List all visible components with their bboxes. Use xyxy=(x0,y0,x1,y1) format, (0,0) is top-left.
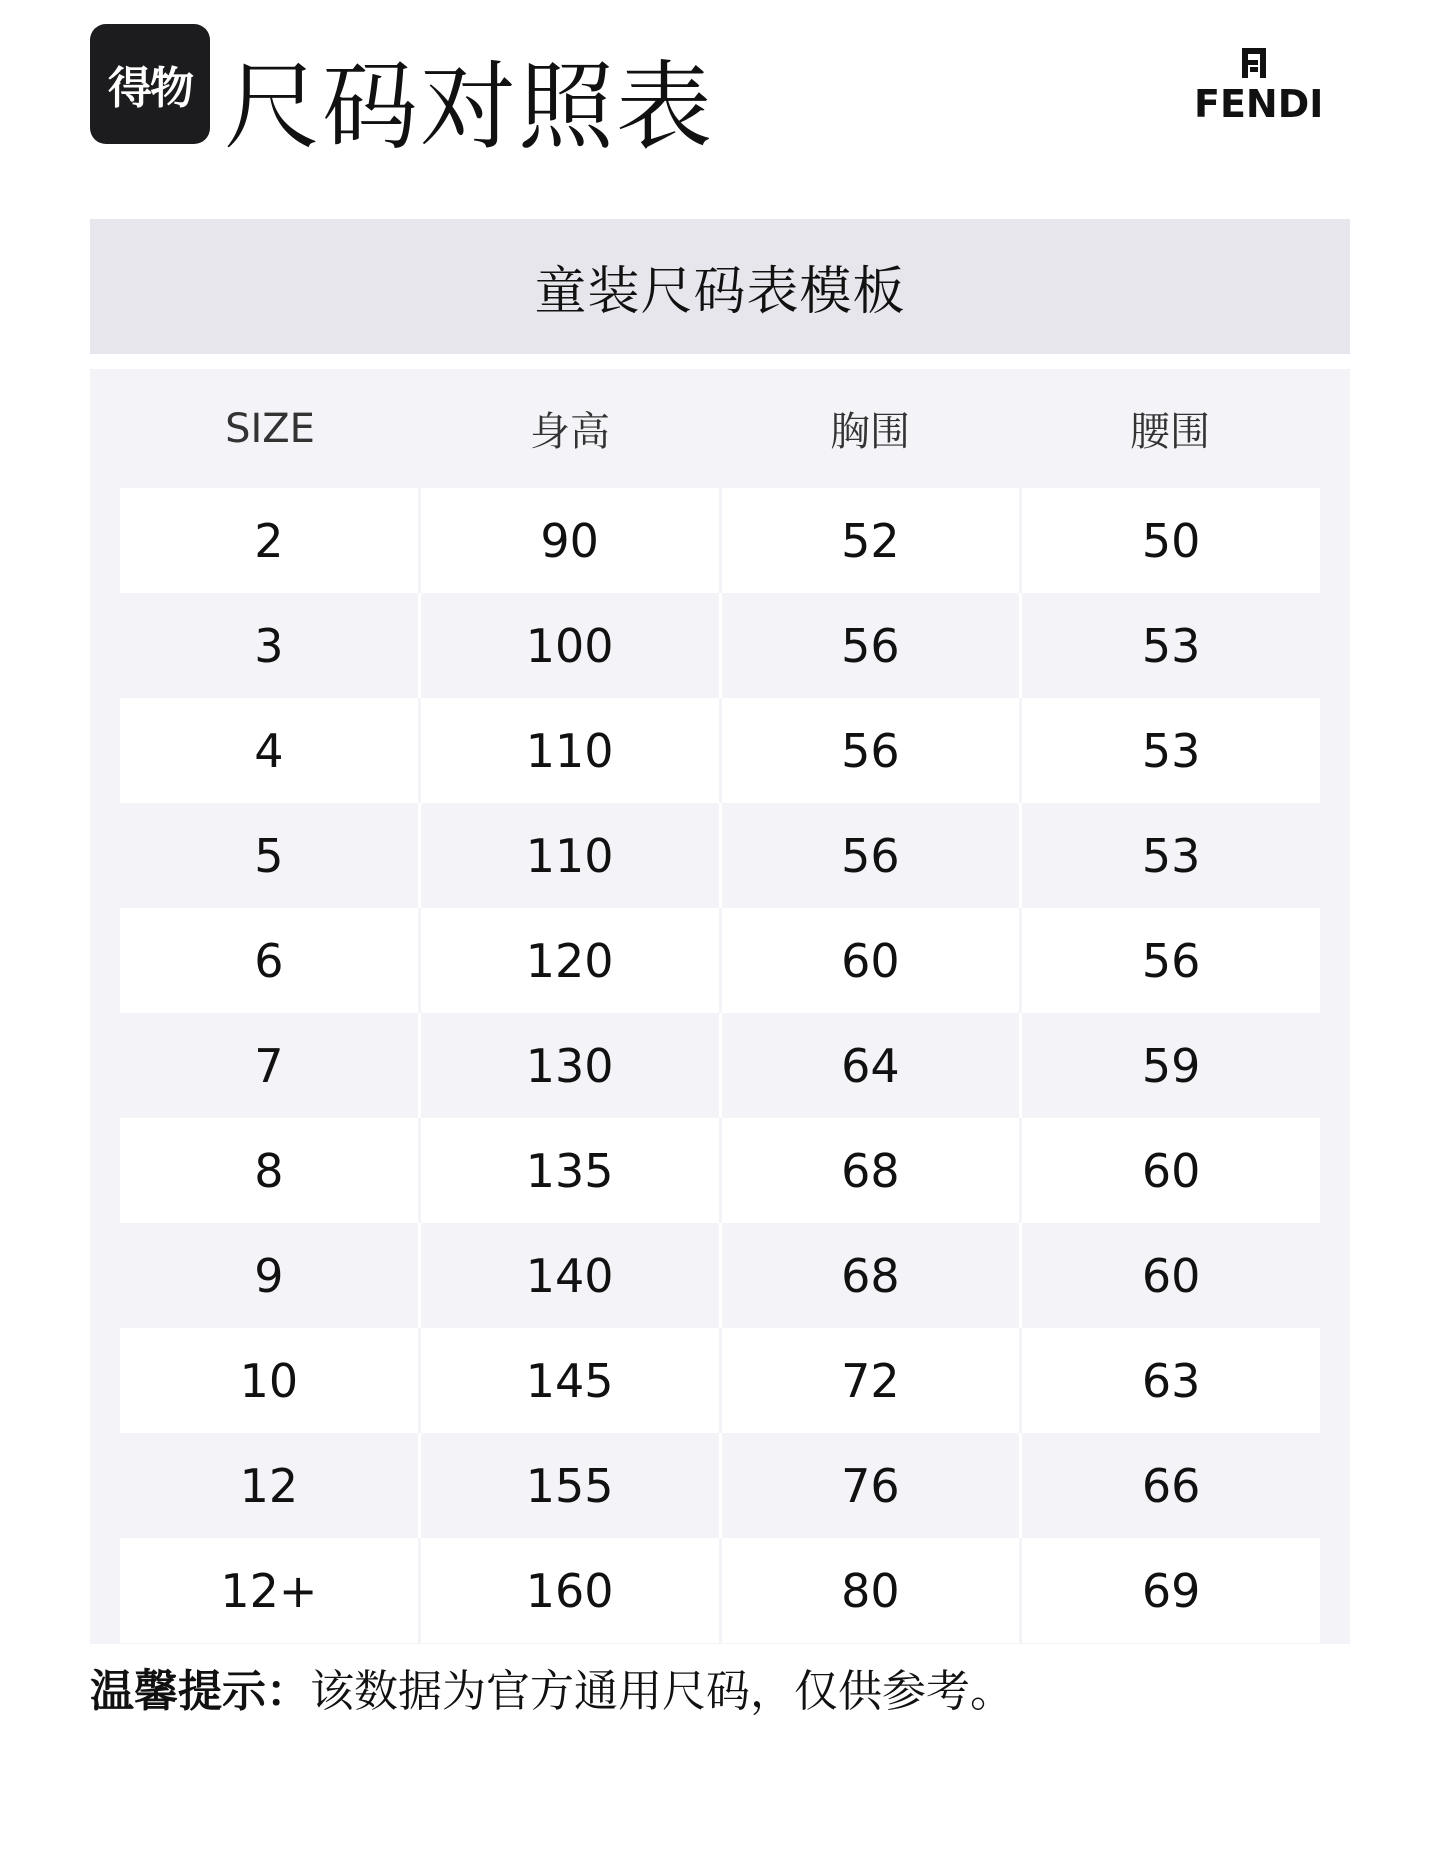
cell-chest: 80 xyxy=(719,1538,1020,1643)
cell-height: 140 xyxy=(418,1223,719,1328)
cell-chest: 56 xyxy=(719,803,1020,908)
column-header-size: SIZE xyxy=(225,405,315,452)
table-body xyxy=(120,488,1320,1643)
cell-height: 90 xyxy=(418,488,719,593)
cell-chest: 68 xyxy=(719,1223,1020,1328)
cell-waist: 53 xyxy=(1019,593,1320,698)
table-title-band xyxy=(90,219,1350,354)
cell-size: 12+ xyxy=(120,1538,418,1643)
cell-waist: 69 xyxy=(1019,1538,1320,1643)
cell-height: 110 xyxy=(418,803,719,908)
cell-size: 2 xyxy=(120,488,418,593)
cell-chest: 56 xyxy=(719,698,1020,803)
cell-chest: 68 xyxy=(719,1118,1020,1223)
column-header-chest: 胸围 xyxy=(830,409,910,455)
ff-monogram-icon xyxy=(1239,46,1269,80)
cell-chest: 52 xyxy=(719,488,1020,593)
table-row xyxy=(120,1013,1320,1118)
cell-waist: 53 xyxy=(1019,698,1320,803)
cell-waist: 59 xyxy=(1019,1013,1320,1118)
tip-label: 温馨提示： xyxy=(90,1666,310,1717)
cell-height: 135 xyxy=(418,1118,719,1223)
table-row xyxy=(120,1433,1320,1538)
cell-size: 9 xyxy=(120,1223,418,1328)
app-logo xyxy=(90,24,210,144)
column-header-height: 身高 xyxy=(530,409,610,455)
app-logo-text: 得物 xyxy=(108,63,192,114)
cell-waist: 60 xyxy=(1019,1223,1320,1328)
cell-height: 120 xyxy=(418,908,719,1013)
cell-waist: 56 xyxy=(1019,908,1320,1013)
cell-size: 6 xyxy=(120,908,418,1013)
table-row xyxy=(120,1328,1320,1433)
cell-height: 145 xyxy=(418,1328,719,1433)
page-title: 尺码对照表 xyxy=(224,51,714,163)
cell-height: 130 xyxy=(418,1013,719,1118)
table-row xyxy=(120,1538,1320,1643)
table-row xyxy=(120,488,1320,593)
brand-name: FENDI xyxy=(1194,82,1324,126)
table-row xyxy=(120,803,1320,908)
cell-waist: 63 xyxy=(1019,1328,1320,1433)
cell-waist: 66 xyxy=(1019,1433,1320,1538)
cell-height: 160 xyxy=(418,1538,719,1643)
size-table xyxy=(90,369,1350,1644)
cell-height: 155 xyxy=(418,1433,719,1538)
column-header-waist: 腰围 xyxy=(1130,409,1210,455)
cell-chest: 72 xyxy=(719,1328,1020,1433)
cell-size: 4 xyxy=(120,698,418,803)
table-title: 童装尺码表模板 xyxy=(534,262,906,322)
cell-chest: 60 xyxy=(719,908,1020,1013)
cell-size: 5 xyxy=(120,803,418,908)
cell-size: 10 xyxy=(120,1328,418,1433)
cell-chest: 76 xyxy=(719,1433,1020,1538)
cell-waist: 50 xyxy=(1019,488,1320,593)
table-row xyxy=(120,698,1320,803)
cell-size: 7 xyxy=(120,1013,418,1118)
cell-waist: 53 xyxy=(1019,803,1320,908)
cell-chest: 64 xyxy=(719,1013,1020,1118)
tip-note xyxy=(90,1662,1014,1722)
cell-height: 100 xyxy=(418,593,719,698)
cell-waist: 60 xyxy=(1019,1118,1320,1223)
cell-height: 110 xyxy=(418,698,719,803)
cell-size: 3 xyxy=(120,593,418,698)
table-row xyxy=(120,1118,1320,1223)
table-row xyxy=(120,593,1320,698)
page-header xyxy=(90,22,1350,172)
table-header-row xyxy=(120,369,1320,488)
table-row xyxy=(120,1223,1320,1328)
cell-chest: 56 xyxy=(719,593,1020,698)
tip-text: 该数据为官方通用尺码，仅供参考。 xyxy=(310,1666,1014,1717)
cell-size: 8 xyxy=(120,1118,418,1223)
table-row xyxy=(120,908,1320,1013)
brand-logo xyxy=(1194,46,1324,146)
cell-size: 12 xyxy=(120,1433,418,1538)
